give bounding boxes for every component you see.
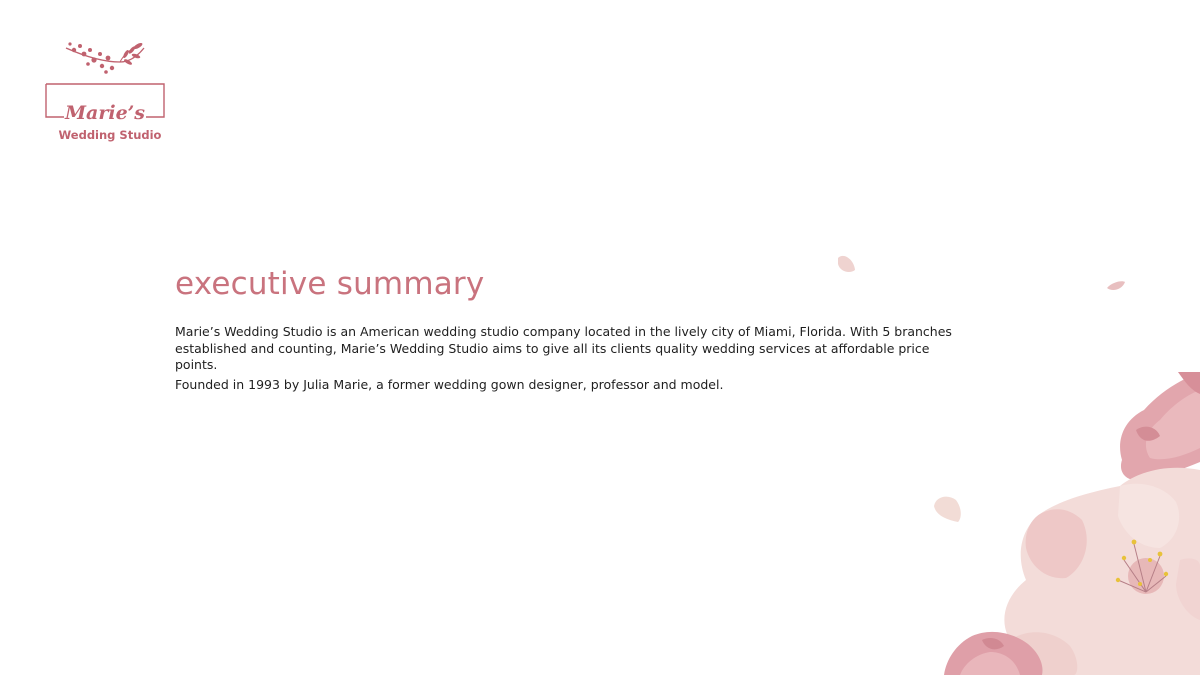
logo-name: Marie’s [65, 102, 145, 124]
flower-icon [1004, 468, 1200, 675]
logo-subtitle: Wedding Studio [58, 128, 162, 142]
flower-icon [944, 632, 1042, 675]
summary-body [175, 324, 975, 393]
branch-icon [62, 40, 148, 78]
logo [40, 40, 170, 150]
petal-icon [934, 497, 961, 522]
summary-paragraph: Founded in 1993 by Julia Marie, a former wedding gown designer, professor and model. [175, 376, 724, 392]
petal-icon [1107, 281, 1125, 290]
flower-icon [1120, 372, 1200, 480]
summary-paragraph: Marie’s Wedding Studio is an American wedding studio company located in the lively city of Miami, Florida. With 5 branches established and counting, Marie’s Wedding Studio aims to give all its clients quality wedding services at affordable price points. [175, 324, 952, 372]
petal-icon [838, 256, 855, 272]
slide-title: executive summary [175, 266, 485, 302]
